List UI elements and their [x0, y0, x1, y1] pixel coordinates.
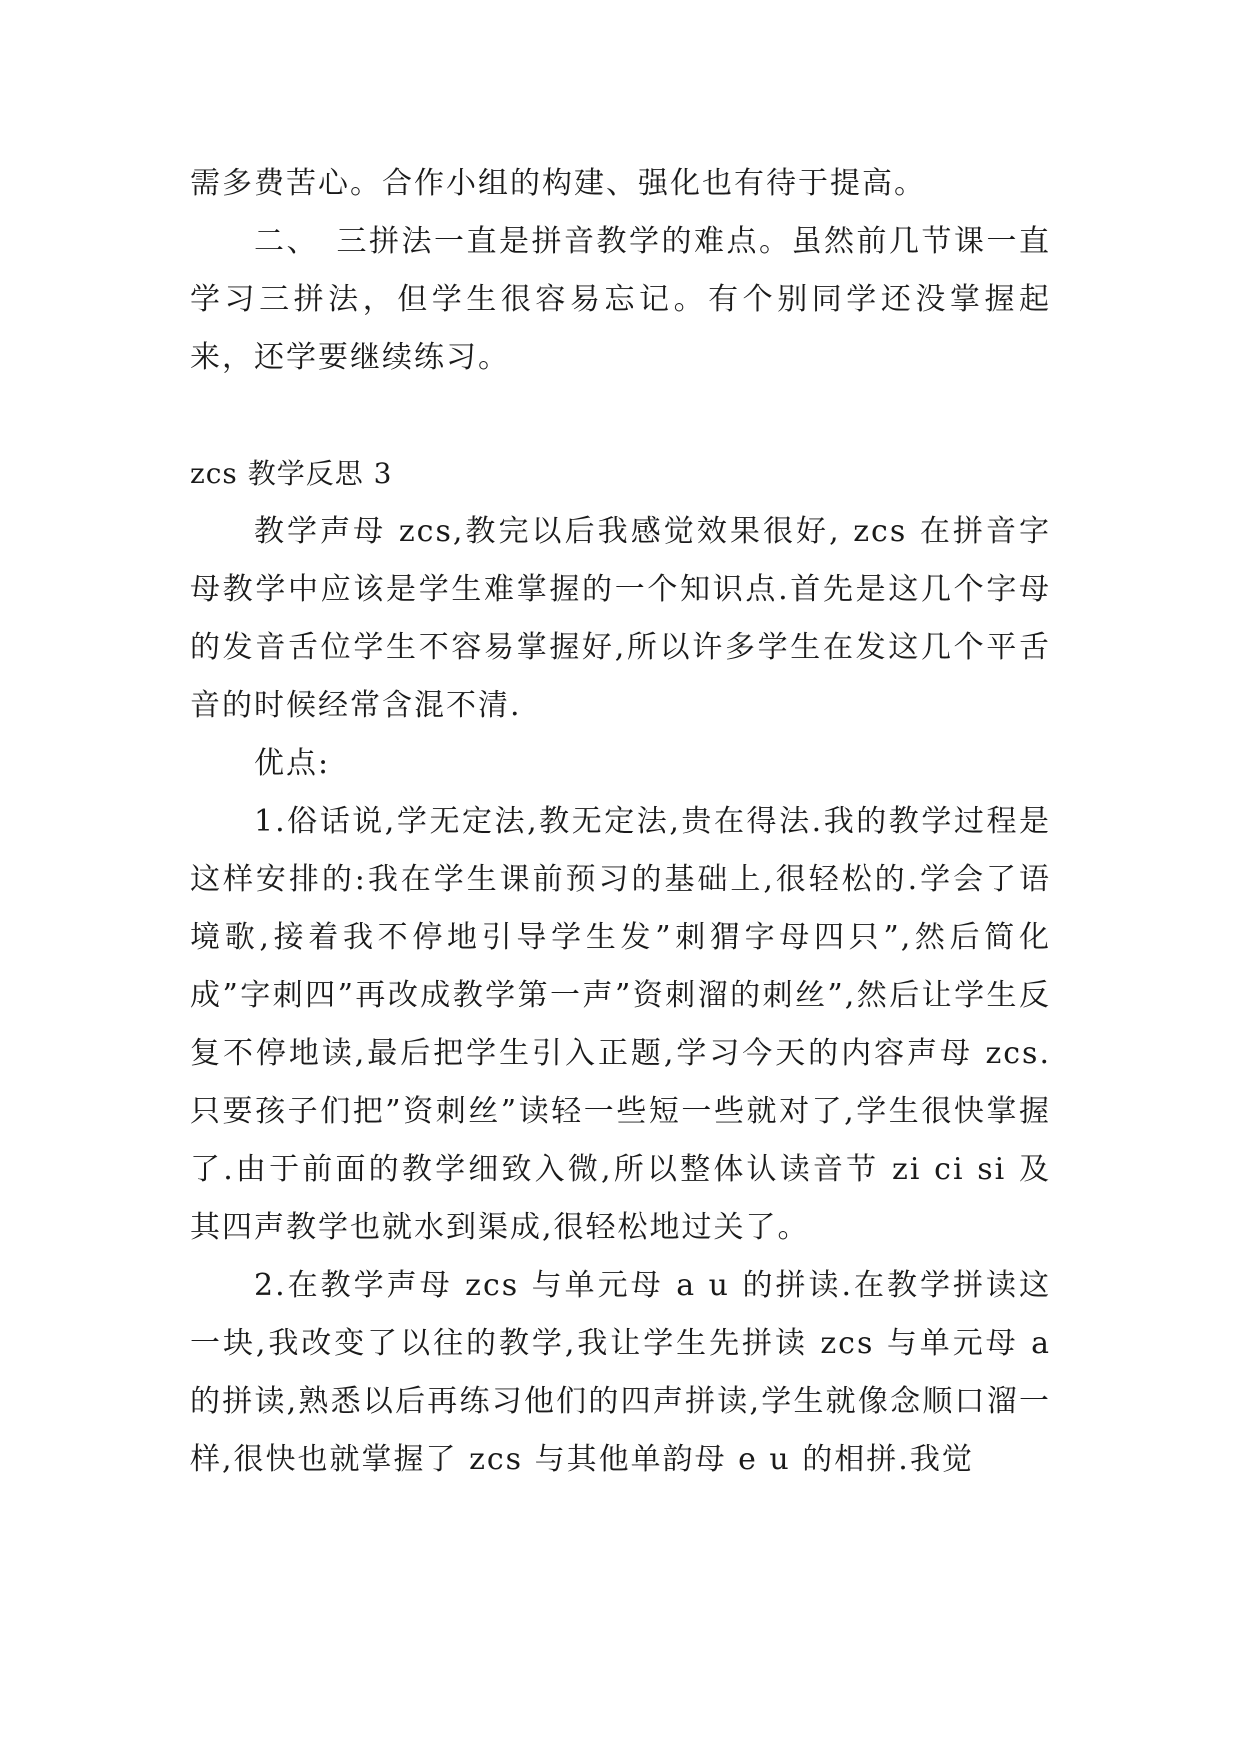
paragraph-point-one: 1.俗话说,学无定法,教无定法,贵在得法.我的教学过程是这样安排的:我在学生课前预习的基础上,很轻松的.学会了语境歌,接着我不停地引导学生发”刺猬字母四只”,然后简化成”字刺四”再改成教学第一声”资刺溜的刺丝”,然后让学生反复不停地读,最后把学生引入正题,学习今天的内容声母 zcs.只要孩子们把”资刺丝”读轻一些短一些就对了,学生很快掌握了.由于前面的教学细致入微,所以整体认读音节 zi ci si 及其四声教学也就水到渠成,很轻松地过关了。 — [190, 804, 1051, 1245]
paragraph-point-two-zcs: 2.在教学声母 zcs 与单元母 a u 的拼读.在教学拼读这一块,我改变了以往的教学,我让学生先拼读 zcs 与单元母 a 的拼读,熟悉以后再练习他们的四声拼读,学生就像念顺口溜一样,很快也就掌握了 zcs 与其他单韵母 e u 的相拼.我觉 — [190, 1268, 1051, 1477]
paragraph-point-two: 二、 三拼法一直是拼音教学的难点。虽然前几节课一直学习三拼法，但学生很容易忘记。有个别同学还没掌握起来，还学要继续练习。 — [190, 224, 1051, 375]
paragraph-continuation: 需多费苦心。合作小组的构建、强化也有待于提高。 — [190, 166, 926, 201]
section-title: zcs 教学反思 3 — [190, 457, 393, 490]
document-body — [190, 155, 1051, 1489]
paragraph-advantages-label: 优点: — [254, 746, 331, 781]
paragraph-intro: 教学声母 zcs,教完以后我感觉效果很好, zcs 在拼音字母教学中应该是学生难掌握的一个知识点.首先是这几个字母的发音舌位学生不容易掌握好,所以许多学生在发这几个平舌音的时候经常含混不清. — [190, 514, 1051, 723]
